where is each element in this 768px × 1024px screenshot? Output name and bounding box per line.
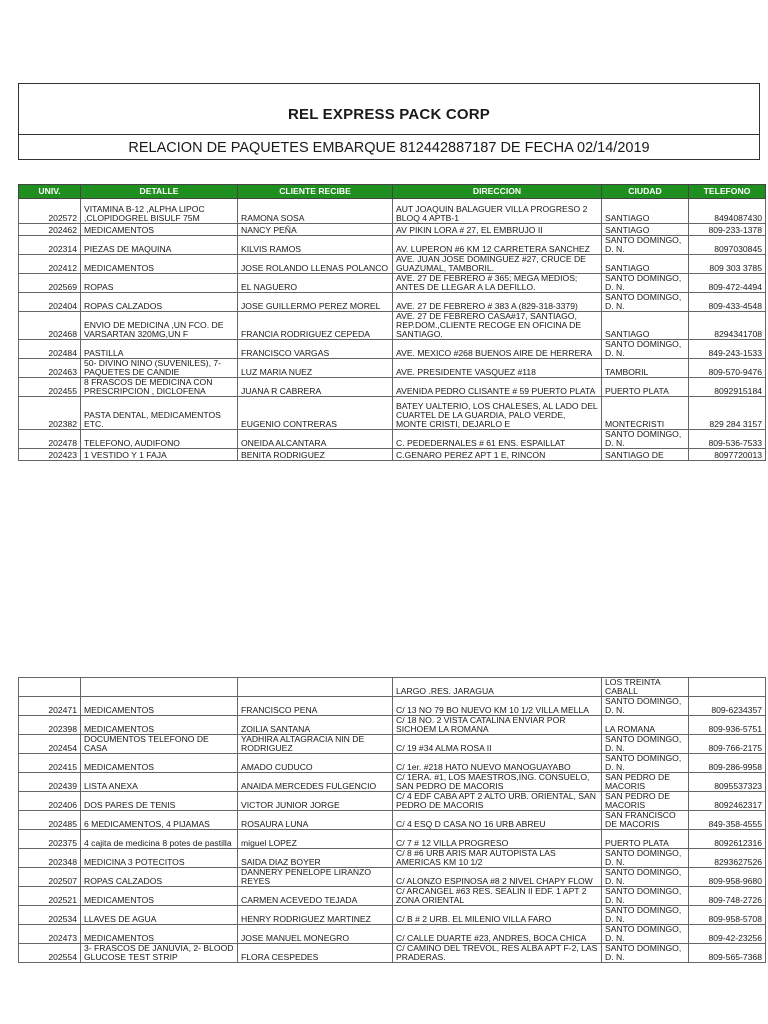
table-row [19, 735, 766, 754]
cell-univ: 202554 [19, 944, 81, 963]
cell-ciudad: SANTO DOMINGO, D. N. [602, 274, 689, 293]
cell-cliente: KILVIS RAMOS [238, 236, 393, 255]
cell-univ: 202572 [19, 199, 81, 224]
table-row [19, 224, 766, 236]
cell-ciudad: SANTO DOMINGO, D. N. [602, 735, 689, 754]
cell-univ: 202454 [19, 735, 81, 754]
cell-direccion: C/ 4 EDF CABA APT 2 ALTO URB. ORIENTAL, SAN PEDRO DE MACORIS [393, 792, 602, 811]
cell-ciudad: SAN FRANCISCO DE MACORIS [602, 811, 689, 830]
table-header-row [19, 185, 766, 199]
cell-ciudad: SANTO DOMINGO, D. N. [602, 849, 689, 868]
cell-telefono: 8092915184 [689, 378, 766, 397]
cell-cliente: ANAIDA MERCEDES FULGENCIO [238, 773, 393, 792]
table-body-top [19, 199, 766, 461]
cell-telefono: 809-766-2175 [689, 735, 766, 754]
cell-direccion: AVE. JUAN JOSE DOMINGUEZ #27, CRUCE DE GUAZUMAL, TAMBORIL. [393, 255, 602, 274]
cell-ciudad: PUERTO PLATA [602, 378, 689, 397]
cell-telefono: 809-565-7368 [689, 944, 766, 963]
cell-cliente: CARMEN ACEVEDO TEJADA [238, 887, 393, 906]
cell-ciudad: SAN PEDRO DE MACORIS [602, 792, 689, 811]
cell-direccion: C.GENARO PEREZ APT 1 E, RINCON [393, 449, 602, 461]
cell-univ: 202468 [19, 312, 81, 340]
cell-ciudad: SANTO DOMINGO, D. N. [602, 697, 689, 716]
cell-univ: 202484 [19, 340, 81, 359]
cell-direccion: C/ 8 #6 URB ARIS MAR AUTOPISTA LAS AMERICAS KM 10 1/2 [393, 849, 602, 868]
cell-detalle: MEDICAMENTOS [81, 224, 238, 236]
cell-telefono: 8097720013 [689, 449, 766, 461]
cell-cliente: FLORA CESPEDES [238, 944, 393, 963]
col-header-detalle: DETALLE [81, 185, 238, 199]
company-title: REL EXPRESS PACK CORP [287, 106, 491, 123]
cell-detalle: MEDICAMENTOS [81, 754, 238, 773]
cell-telefono: 809-42-23256 [689, 925, 766, 944]
header-divider [19, 134, 759, 135]
table-row [19, 849, 766, 868]
table-row [19, 293, 766, 312]
cell-direccion: AV. LUPERON #6 KM 12 CARRETERA SANCHEZ [393, 236, 602, 255]
cell-cliente: JOSE ROLANDO LLENAS POLANCO [238, 255, 393, 274]
table-body-bottom [19, 678, 766, 963]
cell-cliente: FRANCISCO PENA [238, 697, 393, 716]
cell-cliente [238, 678, 393, 697]
cell-direccion: AUT JOAQUIN BALAGUER VILLA PROGRESO 2 BLOQ 4 APTB-1 [393, 199, 602, 224]
cell-univ: 202382 [19, 397, 81, 430]
table-row [19, 811, 766, 830]
cell-direccion: C/ 1er. #218 HATO NUEVO MANOGUAYABO [393, 754, 602, 773]
cell-telefono: 809-536-7533 [689, 430, 766, 449]
cell-detalle: 4 cajita de medicina 8 potes de pastilla [81, 830, 238, 849]
cell-ciudad: LA ROMANA [602, 716, 689, 735]
cell-telefono: 8092462317 [689, 792, 766, 811]
col-header-direccion: DIRECCION [393, 185, 602, 199]
table-row [19, 678, 766, 697]
cell-ciudad: SAN PEDRO DE MACORIS [602, 773, 689, 792]
table-row [19, 944, 766, 963]
cell-ciudad: SANTO DOMINGO, D. N. [602, 236, 689, 255]
table-row [19, 773, 766, 792]
cell-ciudad: SANTO DOMINGO, D. N. [602, 754, 689, 773]
cell-telefono: 809-958-5708 [689, 906, 766, 925]
cell-univ: 202439 [19, 773, 81, 792]
table-row [19, 236, 766, 255]
cell-detalle: 8 FRASCOS DE MEDICINA CON PRESCRIPCION , DICLOFENA [81, 378, 238, 397]
cell-ciudad: SANTIAGO DE [602, 449, 689, 461]
cell-telefono: 809 303 3785 [689, 255, 766, 274]
cell-detalle: ROPAS CALZADOS [81, 868, 238, 887]
cell-cliente: RAMONA SOSA [238, 199, 393, 224]
cell-detalle: 3- FRASCOS DE JANUVIA, 2- BLOOD GLUCOSE TEST STRIP [81, 944, 238, 963]
cell-cliente: NANCY PEÑA [238, 224, 393, 236]
cell-ciudad: SANTO DOMINGO, D. N. [602, 868, 689, 887]
cell-direccion: C/ 13 NO 79 BO NUEVO KM 10 1/2 VILLA MELLA [393, 697, 602, 716]
cell-direccion: C/ CALLE DUARTE #23, ANDRES, BOCA CHICA [393, 925, 602, 944]
col-header-telefono: TELEFONO [689, 185, 766, 199]
cell-telefono: 809-748-2726 [689, 887, 766, 906]
cell-univ: 202485 [19, 811, 81, 830]
cell-cliente: BENITA RODRIGUEZ [238, 449, 393, 461]
table-row [19, 868, 766, 887]
cell-univ: 202348 [19, 849, 81, 868]
cell-detalle: PASTILLA [81, 340, 238, 359]
cell-telefono: 809-936-5751 [689, 716, 766, 735]
table-row [19, 340, 766, 359]
cell-univ: 202314 [19, 236, 81, 255]
cell-cliente: YADHIRA ALTAGRACIA NIN DE RODRIGUEZ [238, 735, 393, 754]
cell-detalle: ROPAS [81, 274, 238, 293]
cell-ciudad: SANTO DOMINGO, D. N. [602, 887, 689, 906]
cell-ciudad: SANTIAGO [602, 312, 689, 340]
cell-telefono: 809-233-1378 [689, 224, 766, 236]
cell-direccion: C/ 1ERA. #1, LOS MAESTROS,ING. CONSUELO, SAN PEDRO DE MACORIS [393, 773, 602, 792]
cell-detalle: DOS PARES DE TENIS [81, 792, 238, 811]
table-row [19, 906, 766, 925]
cell-cliente: miguel LOPEZ [238, 830, 393, 849]
cell-direccion: C/ 19 #34 ALMA ROSA II [393, 735, 602, 754]
cell-cliente: ONEIDA ALCANTARA [238, 430, 393, 449]
cell-detalle: MEDICAMENTOS [81, 255, 238, 274]
cell-detalle: MEDICAMENTOS [81, 716, 238, 735]
cell-telefono [689, 678, 766, 697]
cell-ciudad: SANTO DOMINGO, D. N. [602, 906, 689, 925]
cell-detalle: LLAVES DE AGUA [81, 906, 238, 925]
cell-direccion: AVE. MEXICO #268 BUENOS AIRE DE HERRERA [393, 340, 602, 359]
cell-direccion: AVE. 27 DE FEBRERO # 365; MEGA MEDIOS; ANTES DE LLEGAR A LA DEFILLO. [393, 274, 602, 293]
cell-direccion: C/ B # 2 URB. EL MILENIO VILLA FARO [393, 906, 602, 925]
cell-telefono: 849-243-1533 [689, 340, 766, 359]
cell-detalle: 6 MEDICAMENTOS, 4 PIJAMAS [81, 811, 238, 830]
table-row [19, 449, 766, 461]
cell-univ: 202455 [19, 378, 81, 397]
cell-univ: 202471 [19, 697, 81, 716]
col-header-univ: UNIV. [19, 185, 81, 199]
cell-ciudad: SANTO DOMINGO, D. N. [602, 293, 689, 312]
cell-detalle: PASTA DENTAL, MEDICAMENTOS ETC. [81, 397, 238, 430]
cell-telefono: 8294341708 [689, 312, 766, 340]
table-row [19, 792, 766, 811]
cell-detalle: MEDICAMENTOS [81, 925, 238, 944]
cell-detalle: VITAMINA B-12 ,ALPHA LIPOC ,CLOPIDOGREL BISULF 75M [81, 199, 238, 224]
cell-cliente: JOSE MANUEL MONEGRO [238, 925, 393, 944]
table-row [19, 830, 766, 849]
table-row [19, 397, 766, 430]
cell-direccion: C/ ARCANGEL #63 RES. SEALIN II EDF. 1 APT 2 ZONA ORIENTAL [393, 887, 602, 906]
cell-telefono: 809-958-9680 [689, 868, 766, 887]
cell-ciudad: SANTO DOMINGO, D. N. [602, 925, 689, 944]
cell-ciudad: PUERTO PLATA [602, 830, 689, 849]
cell-cliente: EL NAGUERO [238, 274, 393, 293]
cell-ciudad: SANTO DOMINGO, D. N. [602, 430, 689, 449]
cell-univ: 202478 [19, 430, 81, 449]
cell-detalle: MEDICAMENTOS [81, 697, 238, 716]
cell-direccion: C/ CAMINO DEL TREVOL, RES ALBA APT F-2, LAS PRADERAS. [393, 944, 602, 963]
cell-univ: 202404 [19, 293, 81, 312]
cell-direccion: AVE. 27 DE FEBRERO CASA#17, SANTIAGO, REP.DOM.,CLIENTE RECOGE EN OFICINA DE SANTIAGO. [393, 312, 602, 340]
col-header-ciudad: CIUDAD [602, 185, 689, 199]
cell-direccion: AVENIDA PEDRO CLISANTE # 59 PUERTO PLATA [393, 378, 602, 397]
cell-telefono: 829 284 3157 [689, 397, 766, 430]
cell-univ: 202412 [19, 255, 81, 274]
cell-detalle: TELEFONO, AUDIFONO [81, 430, 238, 449]
cell-telefono: 809-286-9958 [689, 754, 766, 773]
cell-direccion: BATEY UALTERIO, LOS CHALESES, AL LADO DEL CUARTEL DE LA GUARDIA, PALO VERDE, MONTE CRISTI, DEJARLO E [393, 397, 602, 430]
cell-detalle: MEDICAMENTOS [81, 887, 238, 906]
cell-detalle: 50- DIVINO NINO (SUVENILES), 7- PAQUETES DE CANDIE [81, 359, 238, 378]
cell-detalle: 1 VESTIDO Y 1 FAJA [81, 449, 238, 461]
cell-telefono: 8097030845 [689, 236, 766, 255]
cell-direccion: AVE. 27 DE FEBRERO # 383 A (829-318-3379) [393, 293, 602, 312]
cell-univ: 202507 [19, 868, 81, 887]
cell-telefono: 8092612316 [689, 830, 766, 849]
table-row [19, 697, 766, 716]
cell-cliente: FRANCISCO VARGAS [238, 340, 393, 359]
cell-univ: 202521 [19, 887, 81, 906]
cell-detalle: ROPAS CALZADOS [81, 293, 238, 312]
cell-detalle: ENVIO DE MEDICINA ,UN FCO. DE VARSARTAN 320MG,UN F [81, 312, 238, 340]
cell-univ: 202569 [19, 274, 81, 293]
cell-ciudad: SANTIAGO [602, 255, 689, 274]
cell-ciudad: SANTIAGO [602, 199, 689, 224]
cell-cliente: JOSE GUILLERMO PEREZ MOREL [238, 293, 393, 312]
table-row [19, 925, 766, 944]
table-row [19, 716, 766, 735]
cell-telefono: 809-472-4494 [689, 274, 766, 293]
shipment-subtitle: RELACION DE PAQUETES EMBARQUE 812442887187 DE FECHA 02/14/2019 [128, 140, 650, 156]
cell-cliente: EUGENIO CONTRERAS [238, 397, 393, 430]
cell-telefono: 849-358-4555 [689, 811, 766, 830]
cell-cliente: JUANA R CABRERA [238, 378, 393, 397]
cell-univ: 202375 [19, 830, 81, 849]
table-row [19, 378, 766, 397]
cell-direccion: C/ ALONZO ESPINOSA #8 2 NIVEL CHAPY FLOW [393, 868, 602, 887]
col-header-cliente: CLIENTE RECIBE [238, 185, 393, 199]
cell-univ: 202463 [19, 359, 81, 378]
cell-univ: 202473 [19, 925, 81, 944]
document-header [18, 83, 760, 160]
cell-detalle: LISTA ANEXA [81, 773, 238, 792]
cell-ciudad: MONTECRISTI [602, 397, 689, 430]
cell-cliente: LUZ MARIA NUEZ [238, 359, 393, 378]
cell-univ: 202406 [19, 792, 81, 811]
table-row [19, 199, 766, 224]
cell-cliente: DANNERY PENELOPE LIRANZO REYES [238, 868, 393, 887]
cell-direccion: AVE. PRESIDENTE VASQUEZ #118 [393, 359, 602, 378]
table-row [19, 754, 766, 773]
cell-ciudad: TAMBORIL [602, 359, 689, 378]
cell-cliente: ZOILIA SANTANA [238, 716, 393, 735]
cell-detalle: DOCUMENTOS TELEFONO DE CASA [81, 735, 238, 754]
cell-cliente: VICTOR JUNIOR JORGE [238, 792, 393, 811]
cell-detalle [81, 678, 238, 697]
cell-ciudad: SANTO DOMINGO, D. N. [602, 944, 689, 963]
table-row [19, 255, 766, 274]
cell-telefono: 809-6234357 [689, 697, 766, 716]
cell-univ: 202534 [19, 906, 81, 925]
cell-cliente: SAIDA DIAZ BOYER [238, 849, 393, 868]
cell-cliente: ROSAURA LUNA [238, 811, 393, 830]
cell-direccion: AV PIKIN LORA # 27, EL EMBRUJO II [393, 224, 602, 236]
cell-direccion: C/ 4 ESQ D CASA NO 16 URB ABREU [393, 811, 602, 830]
cell-cliente: AMADO CUDUCO [238, 754, 393, 773]
table-row [19, 274, 766, 293]
cell-detalle: MEDICINA 3 POTECITOS [81, 849, 238, 868]
cell-univ: 202398 [19, 716, 81, 735]
cell-telefono: 809-433-4548 [689, 293, 766, 312]
cell-univ: 202415 [19, 754, 81, 773]
cell-cliente: HENRY RODRIGUEZ MARTINEZ [238, 906, 393, 925]
cell-telefono: 8293627526 [689, 849, 766, 868]
shipment-table-bottom [18, 677, 766, 963]
table-row [19, 887, 766, 906]
cell-ciudad: SANTIAGO [602, 224, 689, 236]
cell-telefono: 8095537323 [689, 773, 766, 792]
table-row [19, 359, 766, 378]
table-row [19, 312, 766, 340]
cell-ciudad: SANTO DOMINGO, D. N. [602, 340, 689, 359]
cell-direccion: C/ 7 # 12 VILLA PROGRESO [393, 830, 602, 849]
cell-direccion: C/ 18 NO. 2 VISTA CATALINA ENVIAR POR SICHOEM LA ROMANA [393, 716, 602, 735]
cell-direccion: LARGO .RES. JARAGUA [393, 678, 602, 697]
cell-univ [19, 678, 81, 697]
cell-ciudad: LOS TREINTA CABALL [602, 678, 689, 697]
cell-univ: 202462 [19, 224, 81, 236]
table-row [19, 430, 766, 449]
cell-direccion: C. PEDEDERNALES # 61 ENS. ESPAILLAT [393, 430, 602, 449]
cell-telefono: 8494087430 [689, 199, 766, 224]
cell-cliente: FRANCIA RODRIGUEZ CEPEDA [238, 312, 393, 340]
cell-detalle: PIEZAS DE MAQUINA [81, 236, 238, 255]
cell-univ: 202423 [19, 449, 81, 461]
shipment-table-top [18, 184, 766, 461]
cell-telefono: 809-570-9476 [689, 359, 766, 378]
